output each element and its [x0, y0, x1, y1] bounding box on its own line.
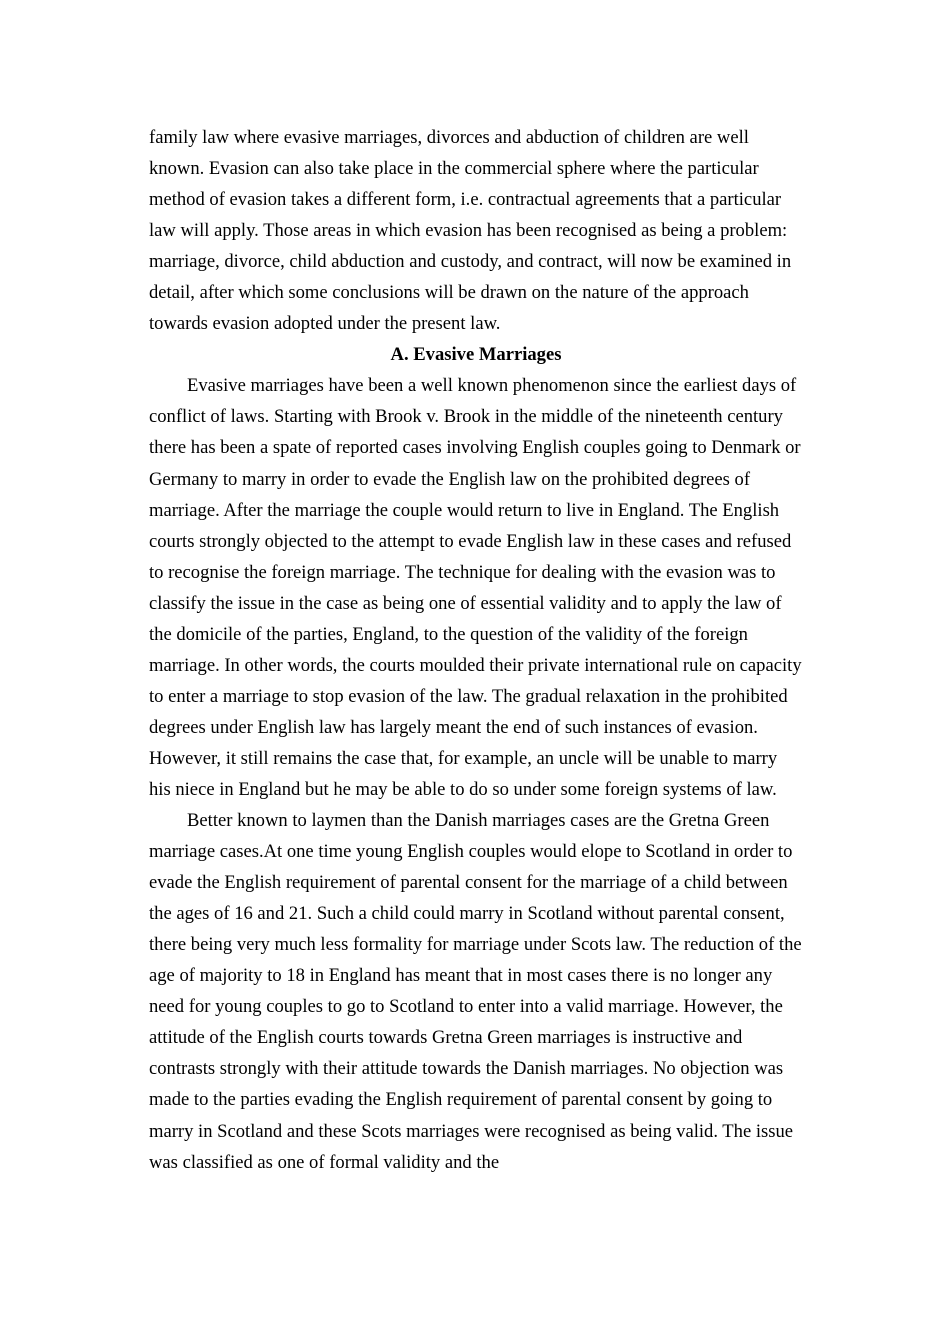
evasive-marriages-paragraph-2: Better known to laymen than the Danish marriages cases are the Gretna Green marriage cases.At one time young English couples would elope to Scotland in order to evade the English requirement of parental consent for the marriage of a child between the ages of 16 and 21. Such a child could marry in Scotland without parental consent, there being very much less formality for marriage under Scots law. The reduction of the age of majority to 18 in England has meant that in most cases there is no longer any need for young couples to go to Scotland to enter into a valid marriage. However, the attitude of the English courts towards Gretna Green marriages is instructive and contrasts strongly with their attitude towards the Danish marriages. No objection was made to the parties evading the English requirement of parental consent by going to marry in Scotland and these Scots marriages were recognised as being valid. The issue was classified as one of formal validity and the: [149, 810, 802, 1173]
intro-paragraph: family law where evasive marriages, divorces and abduction of children are well known. Evasion can also take place in the commercial sphere where the particular method of evasion takes a different form, i.e. contractual agreements that a particular law will apply. Those areas in which evasion has been recognised as being a problem: marriage, divorce, child abduction and custody, and contract, will now be examined in detail, after which some conclusions will be drawn on the nature of the approach towards evasion adopted under the present law.: [149, 127, 792, 335]
evasive-marriages-paragraph-1: Evasive marriages have been a well known phenomenon since the earliest days of conflict of laws. Starting with Brook v. Brook in the middle of the nineteenth century there has been a spate of reported cases involving English couples going to Denmark or Germany to marry in order to evade the English law on the prohibited degrees of marriage. After the marriage the couple would return to live in England. The English courts strongly objected to the attempt to evade English law in these cases and refused to recognise the foreign marriage. The technique for dealing with the evasion was to classify the issue in the case as being one of essential validity and to apply the law of the domicile of the parties, England, to the question of the validity of the foreign marriage. In other words, the courts moulded their private international rule on capacity to enter a marriage to stop evasion of the law. The gradual relaxation in the prohibited degrees under English law has largely meant the end of such instances of evasion. However, it still remains the case that, for example, an uncle will be unable to marry his niece in England but he may be able to do so under some foreign systems of law.: [149, 375, 802, 800]
document-body: [149, 122, 803, 1178]
section-heading: A. Evasive Marriages: [390, 344, 562, 366]
